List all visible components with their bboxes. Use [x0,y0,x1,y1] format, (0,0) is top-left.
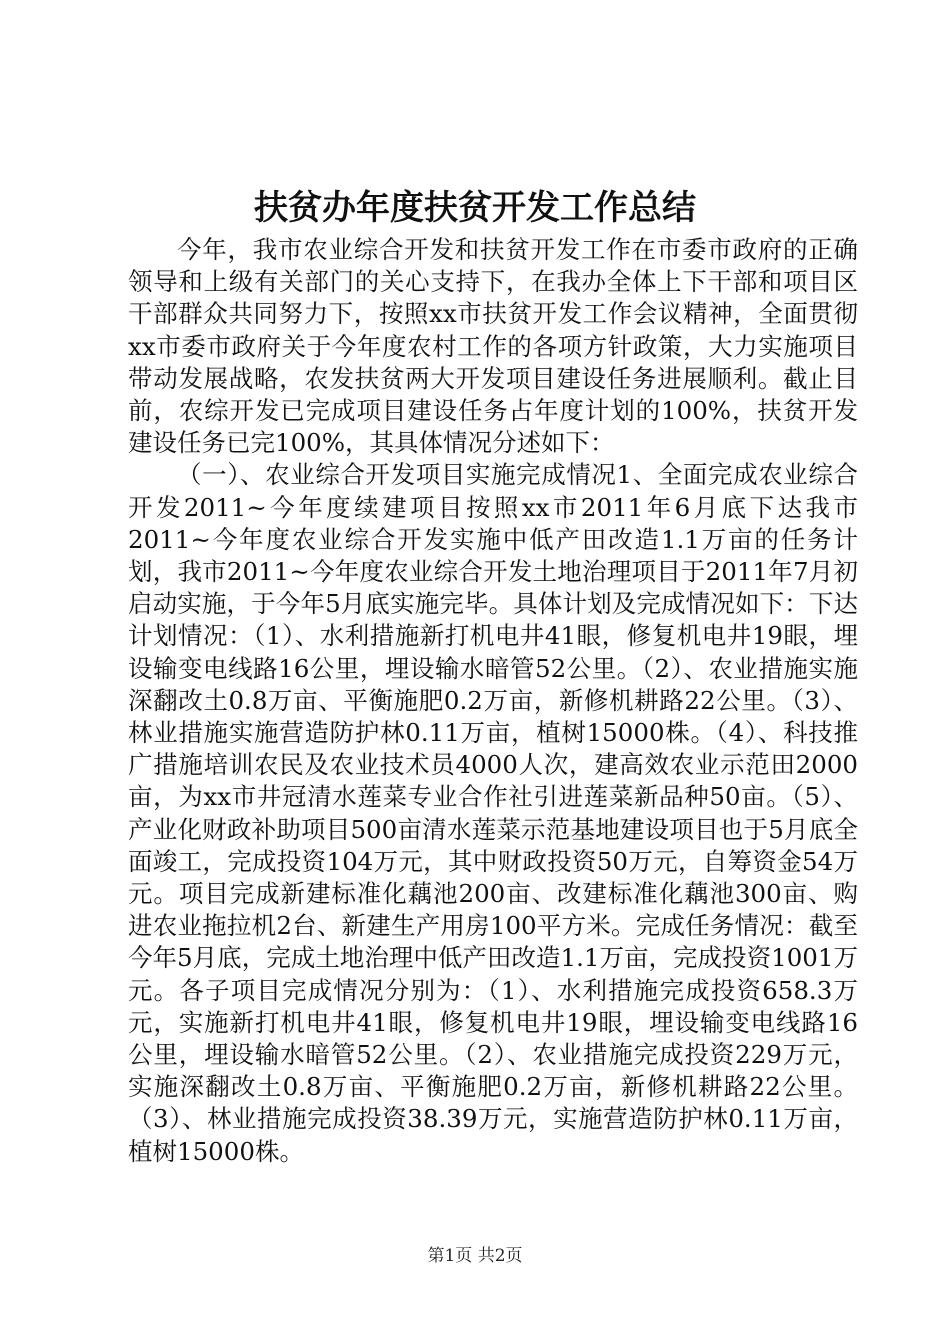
paragraph-intro: 今年，我市农业综合开发和扶贫开发工作在市委市政府的正确领导和上级有关部门的关心支持下，在我办全体上下干部和项目区干部群众共同努力下，按照xx市扶贫开发工作会议精神，全面贯彻xx市委市政府关于今年度农村工作的各项方针政策，大力实施项目带动发展战略，农发扶贫两大开发项目建设任务进展顺利。截止目前，农综开发已完成项目建设任务占年度计划的100%，扶贫开发建设任务已完100%，其具体情况分述如下： [128,235,858,458]
paragraph-section-1: （一）、农业综合开发项目实施完成情况1、全面完成农业综合开发2011~今年度续建项目按照xx市2011年6月底下达我市2011~今年度农业综合开发实施中低产田改造1.1万亩的任务计划，我市2011~今年度农业综合开发土地治理项目于2011年7月初启动实施，于今年5月底实施完毕。具体计划及完成情况如下：下达计划情况：（1）、水利措施新打机电井41眼，修复机电井19眼，埋设输变电线路16公里，埋设输水暗管52公里。（2）、农业措施实施深翻改土0.8万亩、平衡施肥0.2万亩，新修机耕路22公里。（3）、林业措施实施营造防护林0.11万亩，植树15000株。（4）、科技推广措施培训农民及农业技术员4000人次，建高效农业示范田2000亩，为xx市井冠清水莲菜专业合作社引进莲菜新品种50亩。（5）、产业化财政补助项目500亩清水莲菜示范基地建设项目也于5月底全面竣工，完成投资104万元，其中财政投资50万元，自筹资金54万元。项目完成新建标准化藕池200亩、改建标准化藕池300亩、购进农业拖拉机2台、新建生产用房100平方米。完成任务情况：截至今年5月底，完成土地治理中低产田改造1.1万亩，完成投资1001万元。各子项目完成情况分别为：（1）、水利措施完成投资658.3万元，实施新打机电井41眼，修复机电井19眼，埋设输变电线路16公里，埋设输水暗管52公里。（2）、农业措施完成投资229万元，实施深翻改土0.8万亩、平衡施肥0.2万亩，新修机耕路22公里。（3）、林业措施完成投资38.39万元，实施营造防护林0.11万亩，植树15000株。 [128,460,858,1166]
document-body [128,234,858,1168]
page-number-footer: 第1页 共2页 [427,1246,523,1266]
document-title: 扶贫办年度扶贫开发工作总结 [254,188,696,228]
